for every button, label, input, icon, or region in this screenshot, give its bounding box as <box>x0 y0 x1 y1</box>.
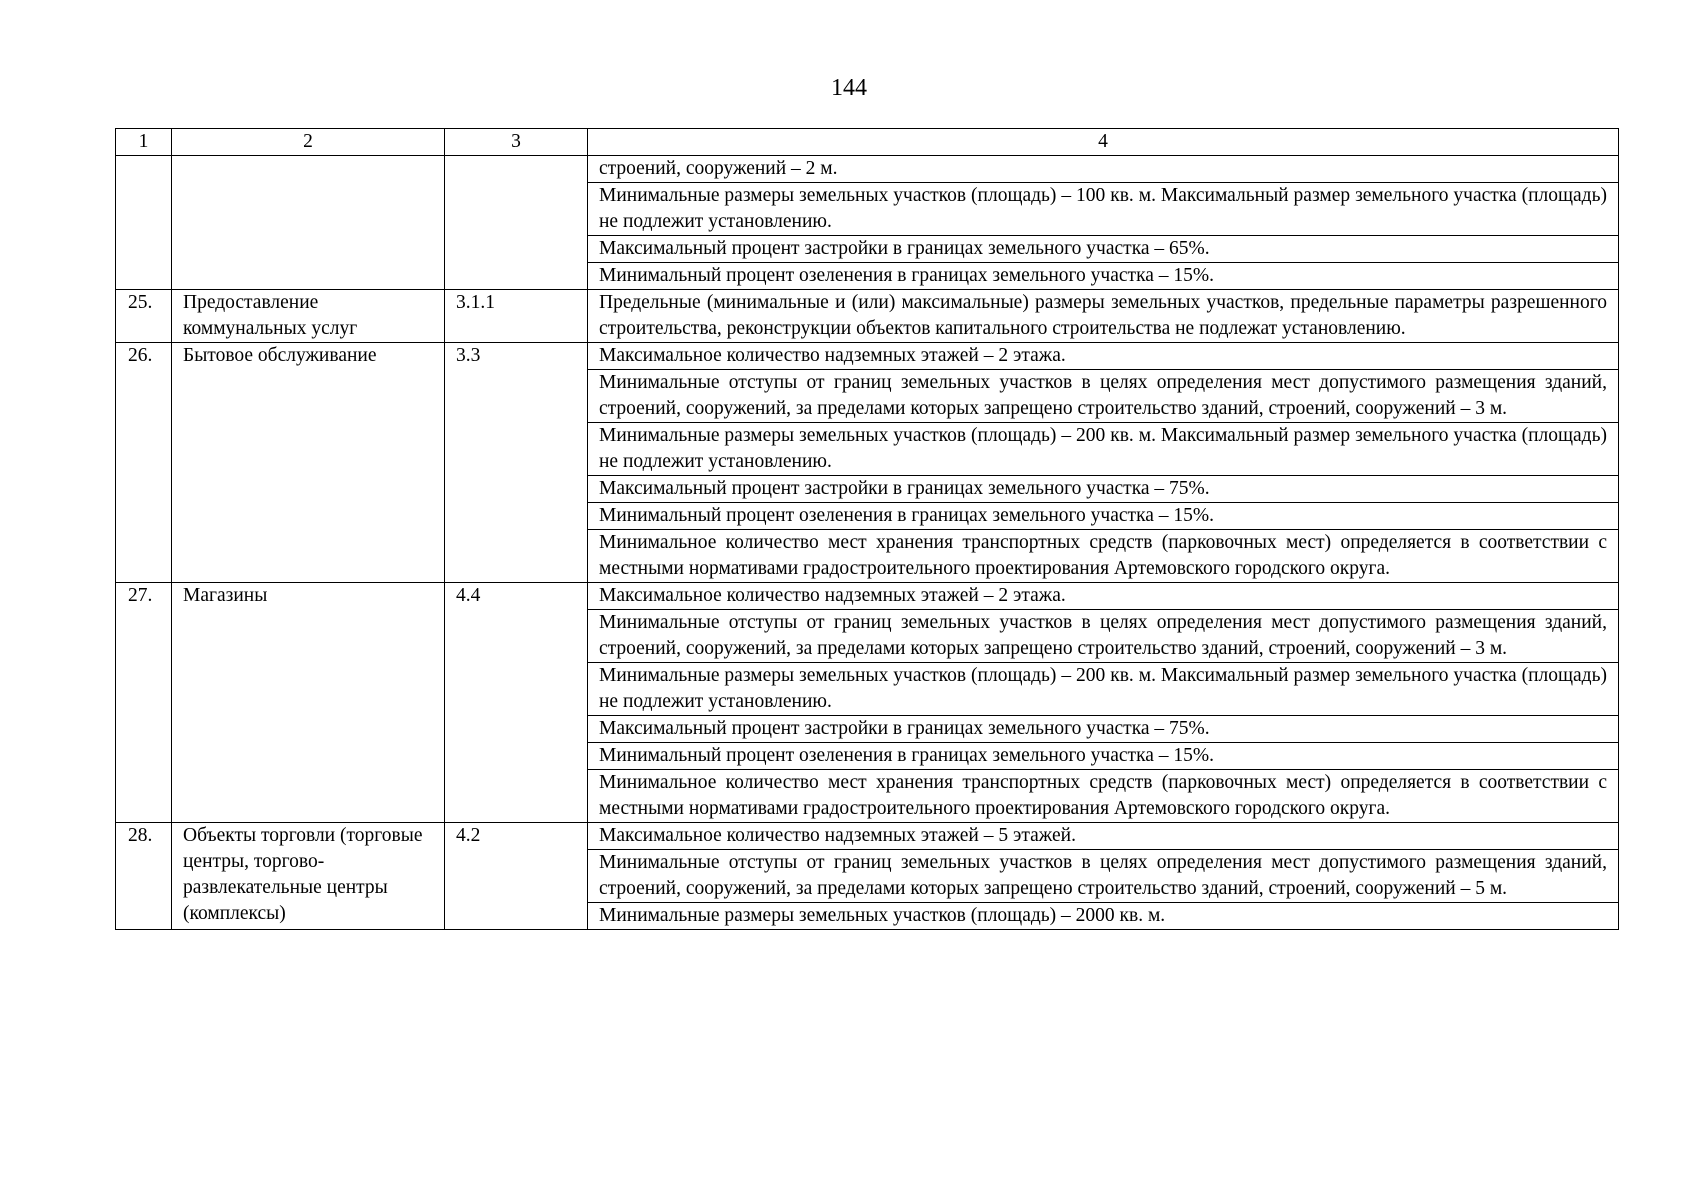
parameter-line: Предельные (минимальные и (или) максимальные) размеры земельных участков, предельные параметры разрешенного строительства, реконструкции объектов капитального строительства не подлежат установлению. <box>599 292 1607 339</box>
parameter-line: Максимальный процент застройки в границах земельного участка – 75%. <box>588 475 1618 502</box>
page-number: 144 <box>831 75 867 101</box>
parameter-line: Минимальные отступы от границ земельных участков в целях определения мест допустимого размещения зданий, строений, сооружений, за пределами которых запрещено строительство зданий, строений, сооружений – 3 м. <box>588 609 1618 662</box>
parameter-line: строений, сооружений – 2 м. <box>599 158 838 179</box>
column-header: 2 <box>172 129 445 156</box>
parameters-cell <box>588 823 1619 930</box>
use-type-code-cell: 3.1.1 <box>445 290 588 343</box>
parameter-line: Минимальный процент озеленения в границах земельного участка – 15%. <box>588 502 1618 529</box>
table-row <box>116 290 1619 343</box>
parameter-line: Минимальные размеры земельных участков (площадь) – 2000 кв. м. <box>588 902 1618 929</box>
row-number-cell: 27. <box>116 583 172 823</box>
table-body <box>116 156 1619 930</box>
use-type-code-cell: 4.2 <box>445 823 588 930</box>
parameter-line: Минимальный процент озеленения в границах земельного участка – 15%. <box>588 742 1618 769</box>
regulations-table <box>115 128 1619 930</box>
parameters-cell <box>588 290 1619 343</box>
table-row <box>116 343 1619 583</box>
use-type-name-cell: Бытовое обслуживание <box>172 343 445 583</box>
parameter-line: Минимальные отступы от границ земельных участков в целях определения мест допустимого размещения зданий, строений, сооружений, за пределами которых запрещено строительство зданий, строений, сооружений – 5 м. <box>588 849 1618 902</box>
parameter-line: Максимальный процент застройки в границах земельного участка – 75%. <box>588 715 1618 742</box>
parameter-line: Максимальное количество надземных этажей – 5 этажей. <box>599 825 1076 846</box>
parameter-line: Минимальный процент озеленения в границах земельного участка – 15%. <box>588 262 1618 289</box>
parameters-cell <box>588 156 1619 290</box>
use-type-code-cell <box>445 156 588 290</box>
use-type-name-cell: Объекты торговли (торговые центры, торгово-развлекательные центры (комплексы) <box>172 823 445 930</box>
row-number-cell: 28. <box>116 823 172 930</box>
use-type-code-cell: 3.3 <box>445 343 588 583</box>
column-header: 1 <box>116 129 172 156</box>
parameter-line: Минимальное количество мест хранения транспортных средств (парковочных мест) определяется в соответствии с местными нормативами градостроительного проектирования Артемовского городского округа. <box>588 529 1618 582</box>
parameter-line: Минимальные размеры земельных участков (площадь) – 100 кв. м. Максимальный размер земельного участка (площадь) не подлежит установлению. <box>588 182 1618 235</box>
parameters-cell <box>588 583 1619 823</box>
column-header: 4 <box>588 129 1619 156</box>
table-row <box>116 823 1619 930</box>
row-number-cell <box>116 156 172 290</box>
parameters-cell <box>588 343 1619 583</box>
use-type-name-cell: Магазины <box>172 583 445 823</box>
column-header: 3 <box>445 129 588 156</box>
table-row <box>116 156 1619 290</box>
parameter-line: Минимальные размеры земельных участков (площадь) – 200 кв. м. Максимальный размер земельного участка (площадь) не подлежит установлению. <box>588 422 1618 475</box>
parameter-line: Максимальное количество надземных этажей – 2 этажа. <box>599 345 1066 366</box>
table-header-row <box>116 129 1619 156</box>
parameter-line: Минимальное количество мест хранения транспортных средств (парковочных мест) определяется в соответствии с местными нормативами градостроительного проектирования Артемовского городского округа. <box>588 769 1618 822</box>
parameter-line: Максимальное количество надземных этажей – 2 этажа. <box>599 585 1066 606</box>
use-type-name-cell: Предоставление коммунальных услуг <box>172 290 445 343</box>
table-row <box>116 583 1619 823</box>
row-number-cell: 26. <box>116 343 172 583</box>
parameter-line: Минимальные размеры земельных участков (площадь) – 200 кв. м. Максимальный размер земельного участка (площадь) не подлежит установлению. <box>588 662 1618 715</box>
row-number-cell: 25. <box>116 290 172 343</box>
parameter-line: Максимальный процент застройки в границах земельного участка – 65%. <box>588 235 1618 262</box>
parameter-line: Минимальные отступы от границ земельных участков в целях определения мест допустимого размещения зданий, строений, сооружений, за пределами которых запрещено строительство зданий, строений, сооружений – 3 м. <box>588 369 1618 422</box>
use-type-code-cell: 4.4 <box>445 583 588 823</box>
use-type-name-cell <box>172 156 445 290</box>
